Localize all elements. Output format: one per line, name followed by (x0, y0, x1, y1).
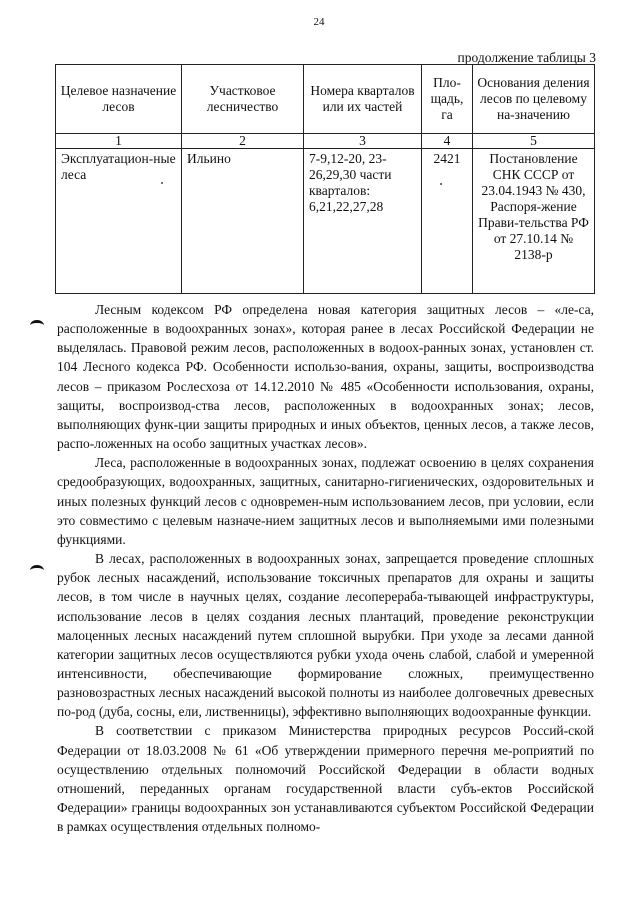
cell-area: 2421 (422, 149, 473, 294)
column-number: 1 (56, 134, 182, 149)
header-purpose: Целевое назначение лесов (56, 65, 182, 134)
cell-forestry: Ильино (182, 149, 304, 294)
paragraph: Лесным кодексом РФ определена новая категория защитных лесов – «ле-са, расположенные в водоохранных зонах», которая ранее в лесах Российской Федерации не выделялась. Правовой режим лесов, расположенных в водоох-ранных зонах, установлен ст. 104 Лесного кодекса РФ. Особенности использо-вания, охраны, защиты, воспроизводства лесов – приказом Рослесхоза от 14.12.2010 № 485 «Особенности использования, охраны, защиты, воспроизвод-ства лесов, расположенных в водоохранных зонах; лесов, выполняющих функ-ции защиты природных и иных объектов, ценных лесов, а также лесов, распо-ложенных на особо защитных участках лесов». (57, 302, 594, 452)
header-forestry: Участковое лесничество (182, 65, 304, 134)
cell-purpose: Эксплуатацион-ные леса (56, 149, 182, 294)
paragraph: В соответствии с приказом Министерства природных ресурсов Россий-ской Федерации от 18.03.2008 № 61 «Об утверждении примерного перечня ме-роприятий по осуществлению отдельных полномочий Российской Федерации в области водных отношений, переданных органам государственной власти субъ-ектов Российской Федерации» границы водоохранных зон устанавливаются субъектом Российской Федерации в рамках осуществления отдельных полномо- (57, 723, 594, 835)
punch-hole-mark (30, 320, 44, 331)
table-column-number-row (56, 134, 595, 149)
header-area: Пло-щадь, га (422, 65, 473, 134)
scan-speck (440, 183, 442, 185)
body-text (57, 300, 594, 836)
cell-quarters: 7-9,12-20, 23-26,29,30 части кварталов: 6,21,22,27,28 (304, 149, 422, 294)
column-number: 2 (182, 134, 304, 149)
column-number: 4 (422, 134, 473, 149)
page-number: 24 (313, 16, 325, 28)
cell-basis: Постановление СНК СССР от 23.04.1943 № 430, Распоря-жение Прави-тельства РФ от 27.10.14 № 2138-р (473, 149, 595, 294)
header-quarters: Номера кварталов или их частей (304, 65, 422, 134)
table-row (56, 149, 595, 294)
table-continuation-caption: продолжение таблицы 3 (457, 50, 596, 65)
table-header-row (56, 65, 595, 134)
punch-hole-mark (30, 565, 44, 576)
header-basis: Основания деления лесов по целевому на-значению (473, 65, 595, 134)
paragraph: В лесах, расположенных в водоохранных зонах, запрещается проведение сплошных рубок лесных насаждений, использование токсичных препаратов для охраны и защиты лесов, в том числе в научных целях, создание лесоперераба-тывающей инфраструктуры, использование лесов в целях создания лесных плантаций, проведение реконструкции малоценных лесных насаждений путем сплошной вырубки. При уходе за лесами данной категории защитных лесов осуществляются рубки ухода очень слабой, слабой и умеренной интенсивности, обеспечивающие формирование сложных, преимущественно разновозрастных лесных насаждений высокой полноты из наиболее долговечных древесных по-род (дуба, сосны, ели, лиственницы), эффективно выполняющих водоохранные функции. (57, 551, 594, 720)
column-number: 3 (304, 134, 422, 149)
paragraph: Леса, расположенные в водоохранных зонах, подлежат освоению в целях сохранения средообразующих, водоохранных, защитных, санитарно-гигиенических, оздоровительных и иных полезных функций лесов с одновремен-ным использованием лесов, при условии, если это совместимо с целевым назначе-нием защитных лесов и выполняемыми ими полезными функциями. (57, 455, 594, 547)
column-number: 5 (473, 134, 595, 149)
scan-speck (161, 182, 163, 184)
forest-purpose-table (55, 64, 595, 294)
